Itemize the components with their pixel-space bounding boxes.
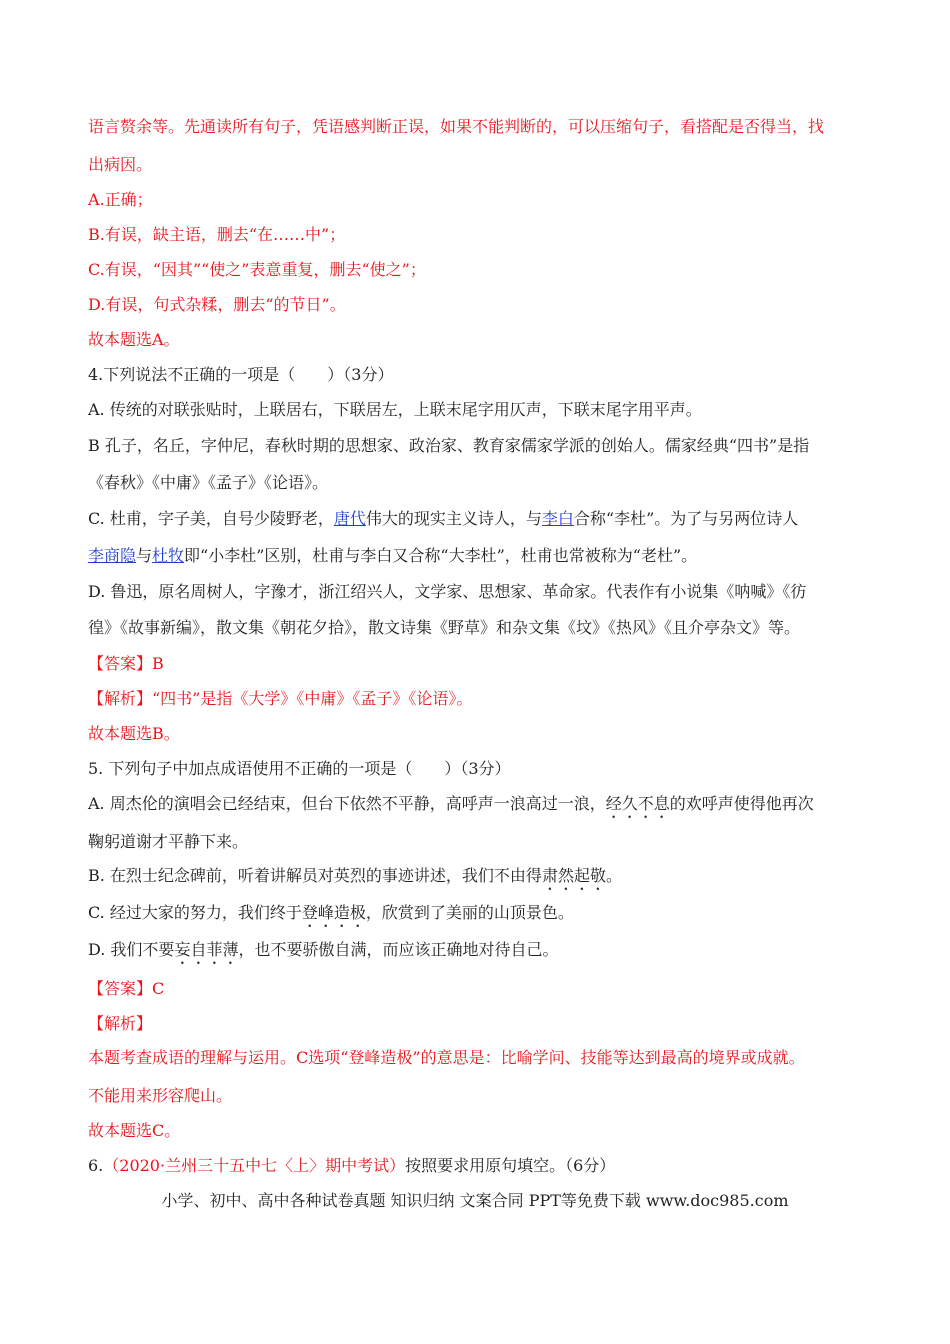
q3-analysis-line: 语言赘余等。先通读所有句子，凭语感判断正误，如果不能判断的，可以压缩句子，看搭配是否得当，找 [88, 117, 825, 136]
q5-option-c-text: C. 经过大家的努力，我们终于 [88, 903, 302, 922]
q5-option-d-text: ，也不要骄傲自满，而应该正确地对待自己。 [238, 940, 559, 959]
q3-analysis-option-a: A.正确； [88, 190, 153, 209]
q4-option-c-line2 [88, 546, 697, 566]
q5-conclusion: 故本题选C。 [88, 1121, 181, 1140]
q4-answer: 【答案】B [88, 654, 164, 673]
q4-option-c-text: C. 杜甫，字子美，自号少陵野老， [88, 509, 334, 528]
q4-stem: 4.下列说法不正确的一项是（ ）（3分） [88, 365, 394, 384]
q4-conclusion: 故本题选B。 [88, 724, 180, 743]
link-li-bai[interactable]: 李白 [541, 509, 574, 528]
q3-analysis-option-b: B.有误，缺主语，删去“在……中”； [88, 225, 346, 244]
q4-option-c-text: 与 [136, 546, 153, 565]
q4-option-b-line: 《春秋》《中庸》《孟子》《论语》。 [88, 473, 329, 492]
q5-option-c [88, 903, 574, 931]
q4-option-c-text: 伟大的现实主义诗人，与 [365, 509, 542, 528]
q5-option-d-text: D. 我们不要 [88, 940, 175, 959]
q5-option-a-line1 [88, 794, 814, 822]
dotted-idiom: 妄自菲薄 [174, 940, 239, 959]
link-du-mu[interactable]: 杜牧 [152, 546, 185, 565]
q5-stem: 5. 下列句子中加点成语使用不正确的一项是（ ）（3分） [88, 759, 511, 778]
q3-conclusion: 故本题选A。 [88, 330, 180, 349]
q6-number: 6. [88, 1156, 104, 1175]
q5-option-b-text: B. 在烈士纪念碑前，听着讲解员对英烈的事迹讲述，我们不由得 [88, 866, 542, 885]
q4-option-b-line: B 孔子，名丘，字仲尼，春秋时期的思想家、政治家、教育家儒家学派的创始人。儒家经典“四书”是指 [88, 436, 810, 455]
q4-option-c-text: 合称“李杜”。为了与另两位诗人 [573, 509, 799, 528]
q4-option-c-text: 即“小李杜”区别，杜甫与李白又合称“大李杜”，杜甫也常被称为“老杜”。 [184, 546, 698, 565]
dotted-idiom: 登峰造极 [301, 903, 366, 922]
q3-analysis-option-c: C.有误，“因其”“使之”表意重复，删去“使之”； [88, 260, 426, 279]
link-tang-dynasty[interactable]: 唐代 [333, 509, 366, 528]
q4-option-d-line: D. 鲁迅，原名周树人，字豫才，浙江绍兴人，文学家、思想家、革命家。代表作有小说集《呐喊》《彷 [88, 582, 807, 601]
q4-option-c-line1 [88, 509, 798, 529]
q3-analysis-line: 出病因。 [88, 155, 153, 174]
q5-analysis-line: 不能用来形容爬山。 [88, 1086, 233, 1105]
q5-option-d [88, 940, 558, 968]
q5-option-a-line2: 鞠躬道谢才平静下来。 [88, 832, 249, 851]
dotted-idiom: 经久不息 [605, 794, 670, 813]
q4-option-d-line: 徨》《故事新编》，散文集《朝花夕拾》，散文诗集《野草》和杂文集《坟》《热风》《且介亭杂文》等。 [88, 618, 801, 637]
q5-option-b-text: 。 [605, 866, 622, 885]
q4-option-a: A. 传统的对联张贴时，上联居右，下联居左，上联末尾字用仄声，下联末尾字用平声。 [88, 400, 702, 419]
q3-analysis-option-d: D.有误，句式杂糅，删去“的节日”。 [88, 295, 346, 314]
q6-source: （2020·兰州三十五中七〈上〉期中考试） [103, 1156, 406, 1175]
q4-analysis: 【解析】“四书”是指《大学》《中庸》《孟子》《论语》。 [88, 689, 473, 708]
q6-stem-line [88, 1156, 615, 1176]
q5-option-a-text: A. 周杰伦的演唱会已经结束，但台下依然不平静，高呼声一浪高过一浪， [88, 794, 606, 813]
link-li-shangyin[interactable]: 李商隐 [88, 546, 137, 565]
page-footer: 小学、初中、高中各种试卷真题 知识归纳 文案合同 PPT等免费下载 www.doc985.com [161, 1191, 789, 1210]
q5-analysis-line: 本题考查成语的理解与运用。C选项“登峰造极”的意思是：比喻学问、技能等达到最高的境界或成就。 [88, 1048, 805, 1067]
q5-option-b [88, 866, 622, 894]
q5-option-c-text: ，欣赏到了美丽的山顶景色。 [365, 903, 574, 922]
q5-analysis-label: 【解析】 [88, 1014, 153, 1033]
dotted-idiom: 肃然起敬 [541, 866, 606, 885]
q5-answer: 【答案】C [88, 979, 165, 998]
q6-stem: 按照要求用原句填空。（6分） [405, 1156, 616, 1175]
q5-option-a-text: 的欢呼声使得他再次 [669, 794, 814, 813]
